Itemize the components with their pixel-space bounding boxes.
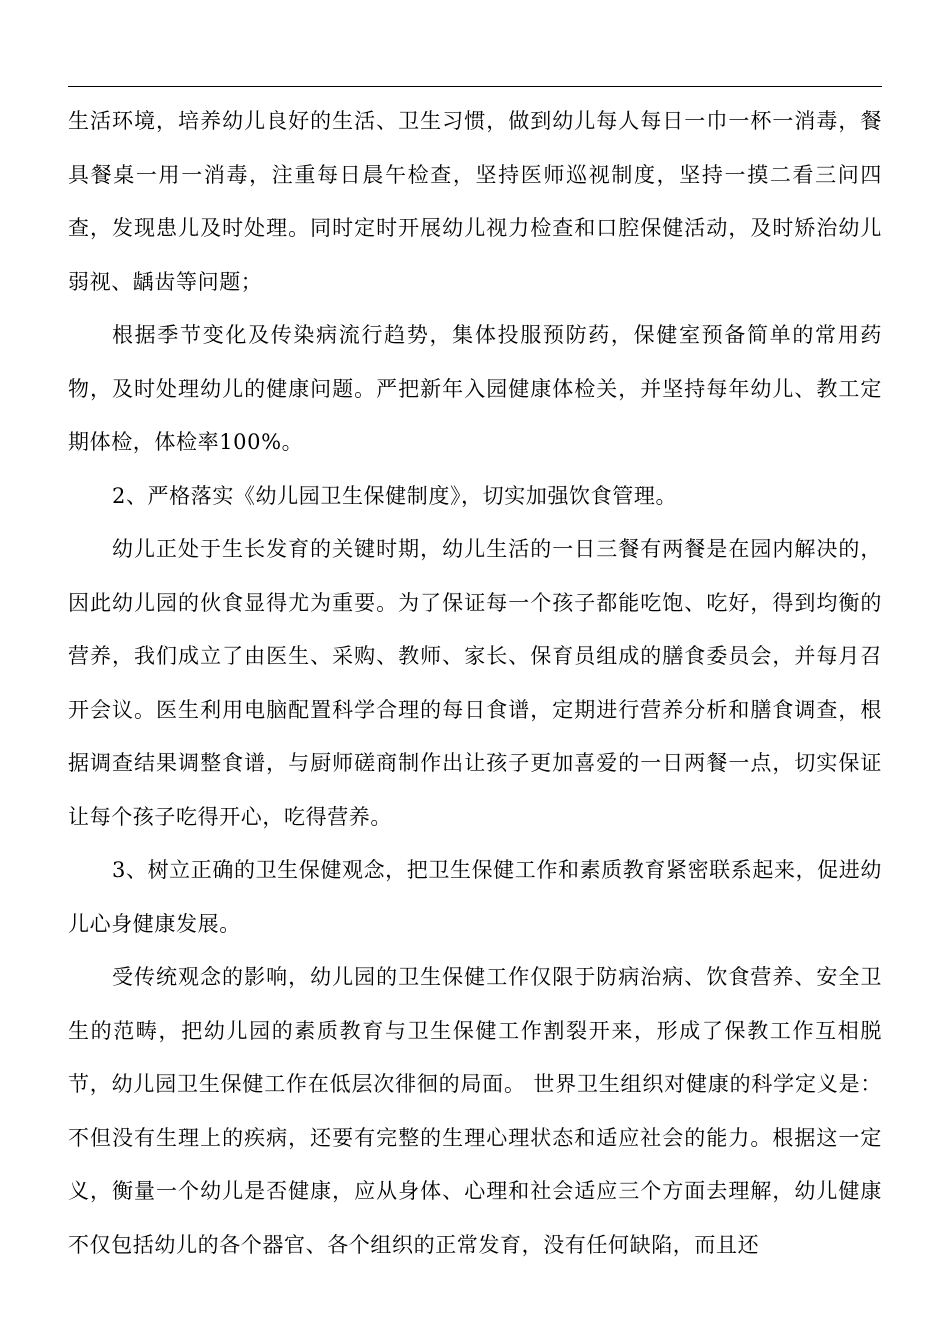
header-rule: [68, 86, 882, 87]
section-heading-3: 3、树立正确的卫生保健观念，把卫生保健工作和素质教育紧密联系起来，促进幼儿心身健康发展。: [68, 858, 882, 936]
paragraph-3: 幼儿正处于生长发育的关键时期，幼儿生活的一日三餐有两餐是在园内解决的，因此幼儿园的伙食显得尤为重要。为了保证每一个孩子都能吃饱、吃好，得到均衡的营养，我们成立了由医生、采购、教师、家长、保育员组成的膳食委员会，并每月召开会议。医生利用电脑配置科学合理的每日食谱，定期进行营养分析和膳食调查，根据调查结果调整食谱，与厨师磋商制作出让孩子更加喜爱的一日两餐一点，切实保证让每个孩子吃得开心，吃得营养。: [68, 537, 882, 829]
paragraph-2: 根据季节变化及传染病流行趋势，集体投服预防药，保健室预备简单的常用药物，及时处理幼儿的健康问题。严把新年入园健康体检关，并坚持每年幼儿、教工定期体检，体检率100%。: [68, 323, 882, 454]
document-page: [68, 86, 882, 1272]
section-heading-2: 2、严格落实《幼儿园卫生保健制度》，切实加强饮食管理。: [112, 483, 678, 508]
paragraph-1: 生活环境，培养幼儿良好的生活、卫生习惯，做到幼儿每人每日一巾一杯一消毒，餐具餐桌一用一消毒，注重每日晨午检查，坚持医师巡视制度，坚持一摸二看三问四查，发现患儿及时处理。同时定时开展幼儿视力检查和口腔保健活动，及时矫治幼儿弱视、龋齿等问题；: [68, 109, 882, 294]
paragraph-4: 受传统观念的影响，幼儿园的卫生保健工作仅限于防病治病、饮食营养、安全卫生的范畴，把幼儿园的素质教育与卫生保健工作割裂开来，形成了保教工作互相脱节，幼儿园卫生保健工作在低层次徘徊的局面。 世界卫生组织对健康的科学定义是：不但没有生理上的疾病，还要有完整的生理心理状态和适应社会的能力。根据这一定义，衡量一个幼儿是否健康，应从身体、心理和社会适应三个方面去理解，幼儿健康不仅包括幼儿的各个器官、各个组织的正常发育，没有任何缺陷，而且还: [68, 965, 882, 1257]
